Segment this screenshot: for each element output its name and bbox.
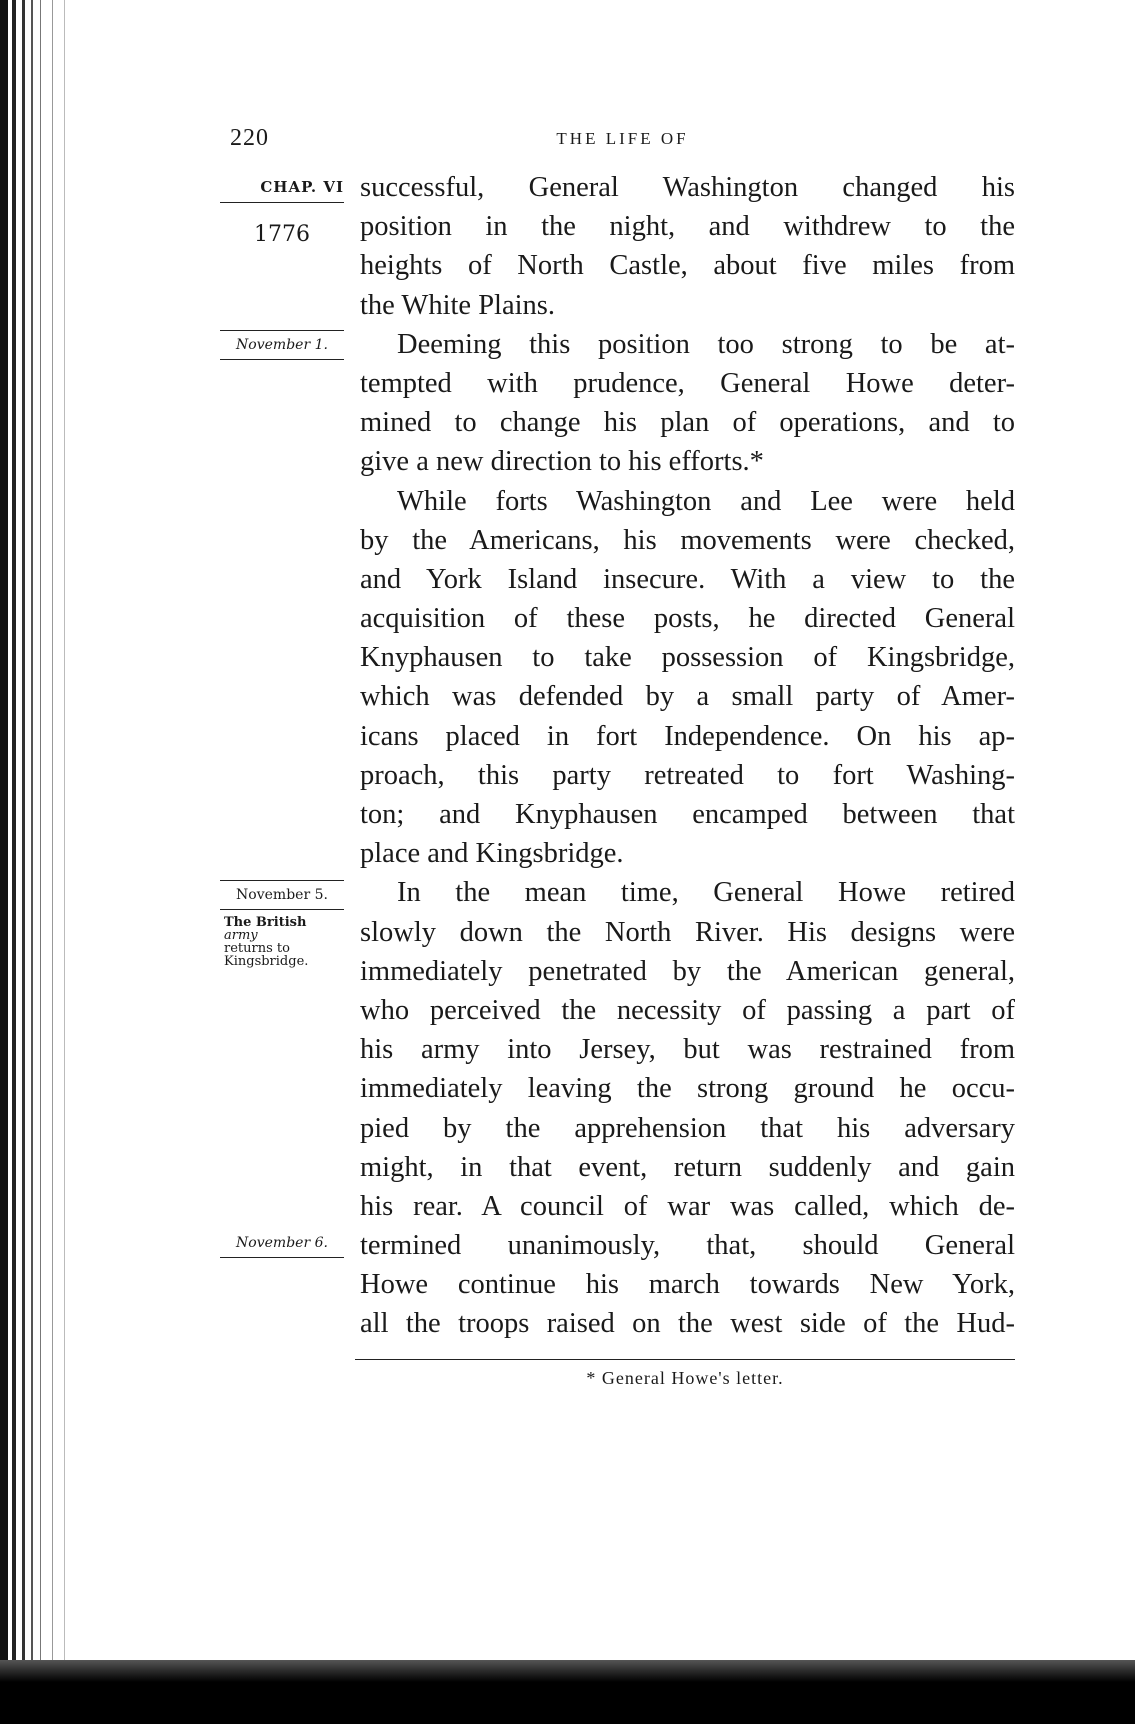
- body-text: [360, 168, 1015, 1344]
- page-number: 220: [230, 125, 269, 151]
- margin-rule: [220, 330, 344, 331]
- text-line: successful, General Washington changed his: [360, 172, 1015, 203]
- footnote: * General Howe's letter.: [586, 1368, 784, 1388]
- margin-note-nov-6: [220, 1235, 344, 1258]
- margin-sidenote: [220, 916, 344, 968]
- text-line: by the Americans, his movements were checked,: [360, 524, 1015, 556]
- margin-rule: [220, 1257, 344, 1258]
- footnote-rule: [355, 1359, 1015, 1360]
- sidenote-line: army: [224, 928, 258, 943]
- text-line: and York Island insecure. With a view to the: [360, 563, 1015, 595]
- text-line: all the troops raised on the west side of the Hud-: [360, 1308, 1015, 1340]
- page-header: [230, 125, 1030, 155]
- running-head: THE LIFE OF: [556, 129, 689, 148]
- margin-rule: [220, 880, 344, 881]
- margin-date: November 6.: [236, 1235, 328, 1251]
- margin-rule: [220, 359, 344, 360]
- margin-year: [220, 222, 344, 247]
- binding-edge: [0, 0, 70, 1724]
- text-line: give a new direction to his efforts.*: [360, 446, 764, 478]
- margin-rule: [220, 909, 344, 910]
- margin-note-nov-5: [220, 880, 344, 968]
- text-line: Howe continue his march towards New York,: [360, 1269, 1015, 1301]
- sidenote-line: Kingsbridge.: [224, 954, 309, 969]
- chapter-label: CHAP. VI: [260, 178, 344, 196]
- margin-rule: [220, 202, 344, 203]
- year-label: 1776: [254, 222, 310, 247]
- text-line: who perceived the necessity of passing a part of: [360, 994, 1015, 1026]
- text-line: proach, this party retreated to fort Washing-: [360, 759, 1015, 791]
- text-line: his rear. A council of war was called, which de-: [360, 1190, 1015, 1222]
- text-line: ton; and Knyphausen encamped between that: [360, 799, 1015, 830]
- text-line: icans placed in fort Independence. On his ap-: [360, 720, 1015, 752]
- text-line: mined to change his plan of operations, and to: [360, 407, 1015, 439]
- text-line: Deeming this position too strong to be at-: [397, 328, 1015, 360]
- margin-date: November 1.: [236, 337, 328, 353]
- text-line: might, in that event, return suddenly and gain: [360, 1151, 1015, 1183]
- text-line: the White Plains.: [360, 289, 555, 321]
- text-line: place and Kingsbridge.: [360, 838, 624, 870]
- text-line: heights of North Castle, about five miles from: [360, 250, 1015, 282]
- text-line: pied by the apprehension that his adversary: [360, 1112, 1015, 1144]
- text-line: acquisition of these posts, he directed General: [360, 603, 1015, 635]
- scan-bottom-edge: [0, 1660, 1135, 1724]
- text-line: In the mean time, General Howe retired: [397, 877, 1015, 909]
- text-line: immediately penetrated by the American general,: [360, 955, 1015, 987]
- text-line: slowly down the North River. His designs were: [360, 916, 1015, 948]
- margin-date: November 5.: [236, 887, 328, 903]
- text-line: termined unanimously, that, should General: [360, 1230, 1015, 1262]
- text-line: immediately leaving the strong ground he occu-: [360, 1073, 1015, 1105]
- text-line: his army into Jersey, but was restrained from: [360, 1034, 1015, 1066]
- margin-chapter: [220, 178, 344, 203]
- text-line: Knyphausen to take possession of Kingsbridge,: [360, 642, 1015, 674]
- margin-note-nov-1: [220, 330, 344, 360]
- text-line: While forts Washington and Lee were held: [397, 485, 1015, 517]
- text-line: which was defended by a small party of Amer-: [360, 681, 1015, 713]
- sidenote-line: The British: [224, 915, 307, 930]
- text-line: position in the night, and withdrew to the: [360, 211, 1015, 243]
- text-line: tempted with prudence, General Howe deter-: [360, 367, 1015, 399]
- sidenote-line: returns to: [224, 941, 290, 956]
